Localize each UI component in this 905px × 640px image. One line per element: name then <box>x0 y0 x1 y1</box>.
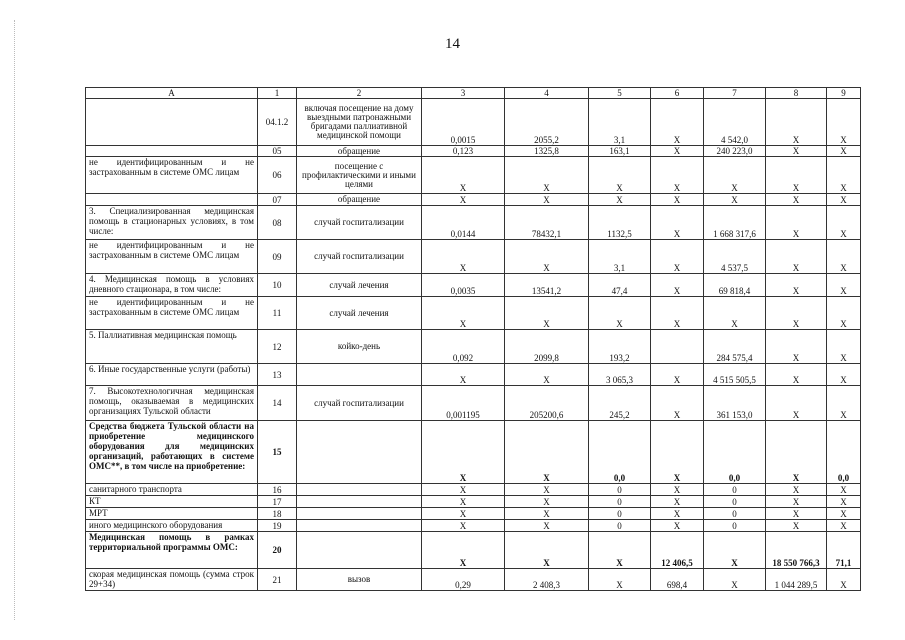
table-cell: 19 <box>258 520 297 532</box>
table-cell: X <box>505 484 589 496</box>
table-cell: X <box>827 508 861 520</box>
table-cell: 0,29 <box>422 569 505 591</box>
table-row <box>86 386 861 421</box>
table-cell: 1325,8 <box>505 146 589 157</box>
table-cell: 4 537,5 <box>704 240 766 274</box>
table-cell: X <box>505 496 589 508</box>
table-cell: X <box>827 157 861 194</box>
column-header: A <box>86 88 258 99</box>
table-cell: X <box>766 364 827 386</box>
table-cell: 10 <box>258 274 297 297</box>
table-row <box>86 206 861 240</box>
table-cell: X <box>827 146 861 157</box>
table-cell: 0 <box>589 508 651 520</box>
table-cell: вызов <box>297 569 422 591</box>
table-cell <box>297 484 422 496</box>
table-cell: X <box>651 157 704 194</box>
table-cell: 3,1 <box>589 240 651 274</box>
table-cell: X <box>766 194 827 206</box>
table-cell: X <box>704 569 766 591</box>
table-row <box>86 330 861 364</box>
table-cell: X <box>827 484 861 496</box>
table-cell: 15 <box>258 421 297 484</box>
table-cell <box>297 508 422 520</box>
table-cell: 240 223,0 <box>704 146 766 157</box>
table-row <box>86 146 861 157</box>
table-cell: X <box>422 520 505 532</box>
table-row <box>86 240 861 274</box>
table-cell: X <box>589 194 651 206</box>
table-cell: не идентифицированным и не застрахованным в системе ОМС лицам <box>86 240 258 274</box>
table-cell: включая посещение на дому выездными патронажными бригадами паллиативной медицинской помощи <box>297 99 422 146</box>
table-cell: 0,0144 <box>422 206 505 240</box>
table-row <box>86 532 861 569</box>
table-cell: случай лечения <box>297 297 422 330</box>
table-cell: X <box>505 520 589 532</box>
table-cell: 13 <box>258 364 297 386</box>
table-cell: 0,0 <box>704 421 766 484</box>
table-cell: обращение <box>297 194 422 206</box>
table-cell: X <box>827 240 861 274</box>
table-cell: 47,4 <box>589 274 651 297</box>
table-cell: не идентифицированным и не застрахованным в системе ОМС лицам <box>86 297 258 330</box>
table-cell: X <box>766 157 827 194</box>
table-cell: X <box>651 364 704 386</box>
table-cell: X <box>589 569 651 591</box>
table-cell <box>297 364 422 386</box>
table-cell: X <box>651 99 704 146</box>
table-row <box>86 421 861 484</box>
page-number: 14 <box>445 36 460 52</box>
table-cell: 7. Высокотехнологичная медицинская помощь, оказываемая в медицинских организациях Тульской области <box>86 386 258 421</box>
table-cell: 284 575,4 <box>704 330 766 364</box>
table-cell: КТ <box>86 496 258 508</box>
table-cell: 18 <box>258 508 297 520</box>
table-cell: 245,2 <box>589 386 651 421</box>
table-cell: Средства бюджета Тульской области на приобретение медицинского оборудования для медицинских организаций, работающих в системе ОМС**, в том числе на приобретение: <box>86 421 258 484</box>
table-cell: X <box>589 297 651 330</box>
table-cell <box>297 520 422 532</box>
table-cell: 21 <box>258 569 297 591</box>
table-cell: X <box>766 386 827 421</box>
table-cell: X <box>766 496 827 508</box>
table-cell: X <box>651 274 704 297</box>
table-cell: 09 <box>258 240 297 274</box>
table-cell: 0 <box>704 484 766 496</box>
table-row <box>86 484 861 496</box>
table-cell: скорая медицинская помощь (сумма строк 29+34) <box>86 569 258 591</box>
table-cell: 4. Медицинская помощь в условиях дневного стационара, в том числе: <box>86 274 258 297</box>
column-header: 8 <box>766 88 827 99</box>
table-cell: 0 <box>589 496 651 508</box>
table-cell: X <box>766 206 827 240</box>
table-cell: 0,123 <box>422 146 505 157</box>
table-row <box>86 157 861 194</box>
table-cell: X <box>505 508 589 520</box>
table-cell: X <box>651 421 704 484</box>
table-cell: 2 408,3 <box>505 569 589 591</box>
table-cell: обращение <box>297 146 422 157</box>
table-cell: X <box>651 297 704 330</box>
table-cell: X <box>505 297 589 330</box>
table-cell: 698,4 <box>651 569 704 591</box>
table-cell: X <box>651 386 704 421</box>
table-cell: 20 <box>258 532 297 569</box>
table-cell: 2055,2 <box>505 99 589 146</box>
table-cell: случай госпитализации <box>297 206 422 240</box>
table-cell: X <box>766 146 827 157</box>
table-cell: 163,1 <box>589 146 651 157</box>
table-cell: X <box>651 146 704 157</box>
table-cell <box>86 146 258 157</box>
table-cell: X <box>422 240 505 274</box>
table-cell: X <box>827 386 861 421</box>
table-cell: 0 <box>704 520 766 532</box>
table-cell: X <box>766 240 827 274</box>
column-header: 1 <box>258 88 297 99</box>
table-cell: 193,2 <box>589 330 651 364</box>
table-cell: X <box>651 206 704 240</box>
table-cell: 0 <box>589 520 651 532</box>
table-cell: 1 668 317,6 <box>704 206 766 240</box>
table-cell: X <box>827 297 861 330</box>
table-cell: X <box>422 508 505 520</box>
table-row <box>86 364 861 386</box>
table-cell: X <box>766 508 827 520</box>
table-cell: X <box>766 520 827 532</box>
table-cell: X <box>766 274 827 297</box>
table-cell: X <box>505 532 589 569</box>
table-cell: X <box>766 421 827 484</box>
table-cell: 0,0035 <box>422 274 505 297</box>
table-cell: X <box>505 194 589 206</box>
column-header: 2 <box>297 88 422 99</box>
table-row <box>86 569 861 591</box>
table-row <box>86 297 861 330</box>
table-cell: 11 <box>258 297 297 330</box>
column-header: 6 <box>651 88 704 99</box>
table-cell: X <box>505 157 589 194</box>
table-cell: 78432,1 <box>505 206 589 240</box>
column-header: 3 <box>422 88 505 99</box>
table-row <box>86 194 861 206</box>
table-cell: 12 406,5 <box>651 532 704 569</box>
table-cell: X <box>651 484 704 496</box>
table-cell: X <box>651 520 704 532</box>
table-cell: X <box>766 484 827 496</box>
table-cell: 1132,5 <box>589 206 651 240</box>
table-cell: 16 <box>258 484 297 496</box>
table-cell: X <box>505 240 589 274</box>
table-cell: 18 550 766,3 <box>766 532 827 569</box>
table-cell: 07 <box>258 194 297 206</box>
table-cell: X <box>704 157 766 194</box>
table-cell: 0 <box>704 496 766 508</box>
table-cell: X <box>766 99 827 146</box>
table-cell: Медицинская помощь в рамках территориальной программы ОМС: <box>86 532 258 569</box>
table-cell: X <box>651 194 704 206</box>
table-cell: X <box>704 297 766 330</box>
table-cell: X <box>422 496 505 508</box>
table-cell <box>297 496 422 508</box>
table-cell: X <box>827 99 861 146</box>
margin-guide <box>14 20 15 620</box>
table-cell <box>86 99 258 146</box>
table-cell: X <box>589 532 651 569</box>
table-cell: 17 <box>258 496 297 508</box>
table-cell: 1 044 289,5 <box>766 569 827 591</box>
table-cell: X <box>827 364 861 386</box>
table-cell: 5. Паллиативная медицинская помощь <box>86 330 258 364</box>
table-cell: 3 065,3 <box>589 364 651 386</box>
table-cell: X <box>589 157 651 194</box>
table-cell: санитарного транспорта <box>86 484 258 496</box>
table-cell: X <box>827 330 861 364</box>
table-cell <box>651 330 704 364</box>
table-cell: X <box>651 240 704 274</box>
table-cell: койко-день <box>297 330 422 364</box>
table-cell: X <box>505 364 589 386</box>
table-cell: 14 <box>258 386 297 421</box>
table-cell: X <box>704 194 766 206</box>
table-cell: 06 <box>258 157 297 194</box>
table-cell: 4 515 505,5 <box>704 364 766 386</box>
table-cell: 6. Иные государственные услуги (работы) <box>86 364 258 386</box>
table-cell: X <box>827 520 861 532</box>
table-cell: 0 <box>704 508 766 520</box>
table-cell: X <box>704 532 766 569</box>
table-cell: X <box>827 194 861 206</box>
table-row <box>86 99 861 146</box>
table-cell: 0,0 <box>827 421 861 484</box>
table-row <box>86 508 861 520</box>
table-row <box>86 274 861 297</box>
table-cell: 69 818,4 <box>704 274 766 297</box>
table-cell <box>297 532 422 569</box>
table-cell: X <box>651 496 704 508</box>
table-cell: 08 <box>258 206 297 240</box>
table-cell: 205200,6 <box>505 386 589 421</box>
table-cell: X <box>422 297 505 330</box>
column-header: 5 <box>589 88 651 99</box>
table-cell: X <box>766 297 827 330</box>
table-cell: X <box>422 484 505 496</box>
table-cell <box>86 194 258 206</box>
table-cell: X <box>651 508 704 520</box>
table-cell: 71,1 <box>827 532 861 569</box>
table-cell: 3,1 <box>589 99 651 146</box>
table-cell: X <box>827 569 861 591</box>
table-cell: X <box>422 421 505 484</box>
table-cell: 0,092 <box>422 330 505 364</box>
table-cell: X <box>505 421 589 484</box>
table-cell: случай госпитализации <box>297 386 422 421</box>
table-cell: 4 542,0 <box>704 99 766 146</box>
table-row <box>86 496 861 508</box>
table-cell: 0 <box>589 484 651 496</box>
table-cell: МРТ <box>86 508 258 520</box>
table-cell: X <box>422 532 505 569</box>
table-cell: 3. Специализированная медицинская помощь в стационарных условиях, в том числе: <box>86 206 258 240</box>
table-cell: не идентифицированным и не застрахованным в системе ОМС лицам <box>86 157 258 194</box>
column-header: 4 <box>505 88 589 99</box>
column-header: 9 <box>827 88 861 99</box>
table-cell: случай госпитализации <box>297 240 422 274</box>
table-cell: X <box>422 364 505 386</box>
table-cell: 0,001195 <box>422 386 505 421</box>
table-cell: 0,0015 <box>422 99 505 146</box>
table-cell: иного медицинского оборудования <box>86 520 258 532</box>
table-cell: 04.1.2 <box>258 99 297 146</box>
table-cell: 0,0 <box>589 421 651 484</box>
table-cell: X <box>827 496 861 508</box>
table-cell: 2099,8 <box>505 330 589 364</box>
table-cell: 05 <box>258 146 297 157</box>
table-cell: 12 <box>258 330 297 364</box>
table-cell: посещение с профилактическими и иными целями <box>297 157 422 194</box>
table-header-row <box>86 88 861 99</box>
table-cell: X <box>827 274 861 297</box>
table-cell: X <box>766 330 827 364</box>
table-cell: X <box>422 194 505 206</box>
table-cell: X <box>827 206 861 240</box>
column-header: 7 <box>704 88 766 99</box>
budget-table <box>85 87 861 591</box>
table-cell <box>297 421 422 484</box>
table-cell: случай лечения <box>297 274 422 297</box>
table-cell: X <box>422 157 505 194</box>
table-cell: 361 153,0 <box>704 386 766 421</box>
table-cell: 13541,2 <box>505 274 589 297</box>
table-row <box>86 520 861 532</box>
